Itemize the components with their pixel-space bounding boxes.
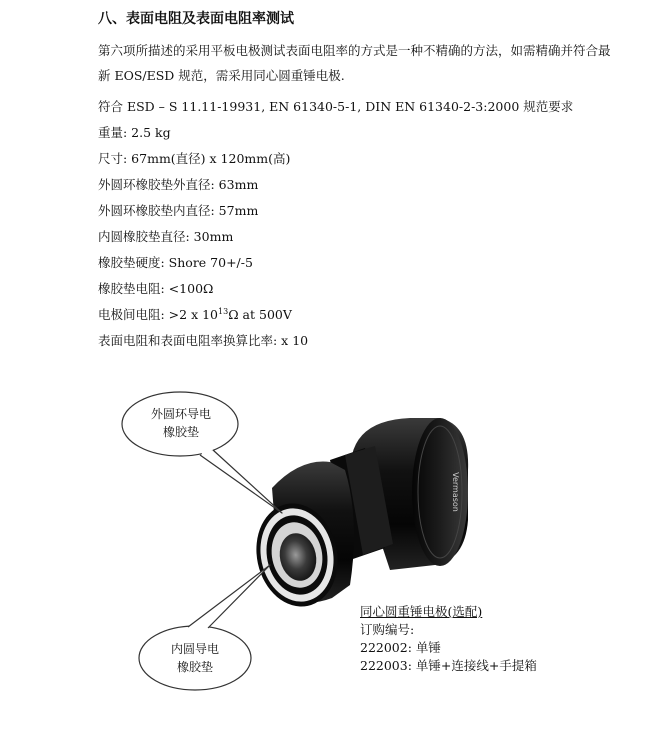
callout-inner-text bbox=[140, 640, 250, 676]
spec-weight: 重量: 2.5 kg bbox=[98, 125, 171, 140]
spec-outer-pad-od: 外圆环橡胶垫外直径: 63mm bbox=[98, 177, 259, 192]
callout-outer-line1: 外圆环导电 bbox=[150, 407, 211, 421]
callout-outer-text bbox=[126, 405, 236, 441]
product-caption bbox=[360, 603, 537, 675]
spec-standard: 符合 ESD – S 11.11-19931, EN 61340-5-1, DIN EN 61340-2-3:2000 规范要求 bbox=[98, 99, 574, 114]
callout-inner-line2: 橡胶垫 bbox=[176, 660, 213, 674]
callout-outer-line2: 橡胶垫 bbox=[162, 425, 199, 439]
intro-paragraph: 第六项所描述的采用平板电极测试表面电阻率的方式是一种不精确的方法，如需精确并符合最新 EOS/ESD 规范，需采用同心圆重锤电极. bbox=[98, 43, 611, 83]
caption-item-222002: 222002: 单锤 bbox=[360, 640, 441, 655]
spec-outer-pad-id: 外圆环橡胶垫内直径: 57mm bbox=[98, 203, 259, 218]
caption-title: 同心圆重锤电极(选配) bbox=[360, 604, 483, 619]
section-heading: 八、表面电阻及表面电阻率测试 bbox=[98, 11, 294, 27]
spec-inner-pad-d: 内圆橡胶垫直径: 30mm bbox=[98, 229, 234, 244]
spec-pad-resistance: 橡胶垫电阻: <100Ω bbox=[98, 281, 214, 296]
callout-inner-line1: 内圆导电 bbox=[170, 642, 219, 656]
caption-item-222003: 222003: 单锤+连接线+手提箱 bbox=[360, 658, 537, 673]
spec-size: 尺寸: 67mm(直径) x 120mm(高) bbox=[98, 151, 291, 166]
caption-order-label: 订购编号: bbox=[360, 622, 415, 637]
spec-inter-electrode bbox=[98, 305, 292, 323]
spec-hardness: 橡胶垫硬度: Shore 70+/-5 bbox=[98, 255, 253, 270]
electrode-illustration bbox=[0, 380, 650, 731]
spec-inter-electrode-exponent: 13 bbox=[218, 307, 229, 316]
spec-inter-electrode-prefix: 电极间电阻: >2 x 10 bbox=[98, 307, 219, 322]
brand-label: Vermason bbox=[451, 472, 460, 512]
spec-ratio: 表面电阻和表面电阻率换算比率: x 10 bbox=[98, 333, 309, 348]
spec-inter-electrode-suffix: Ω at 500V bbox=[228, 307, 292, 322]
